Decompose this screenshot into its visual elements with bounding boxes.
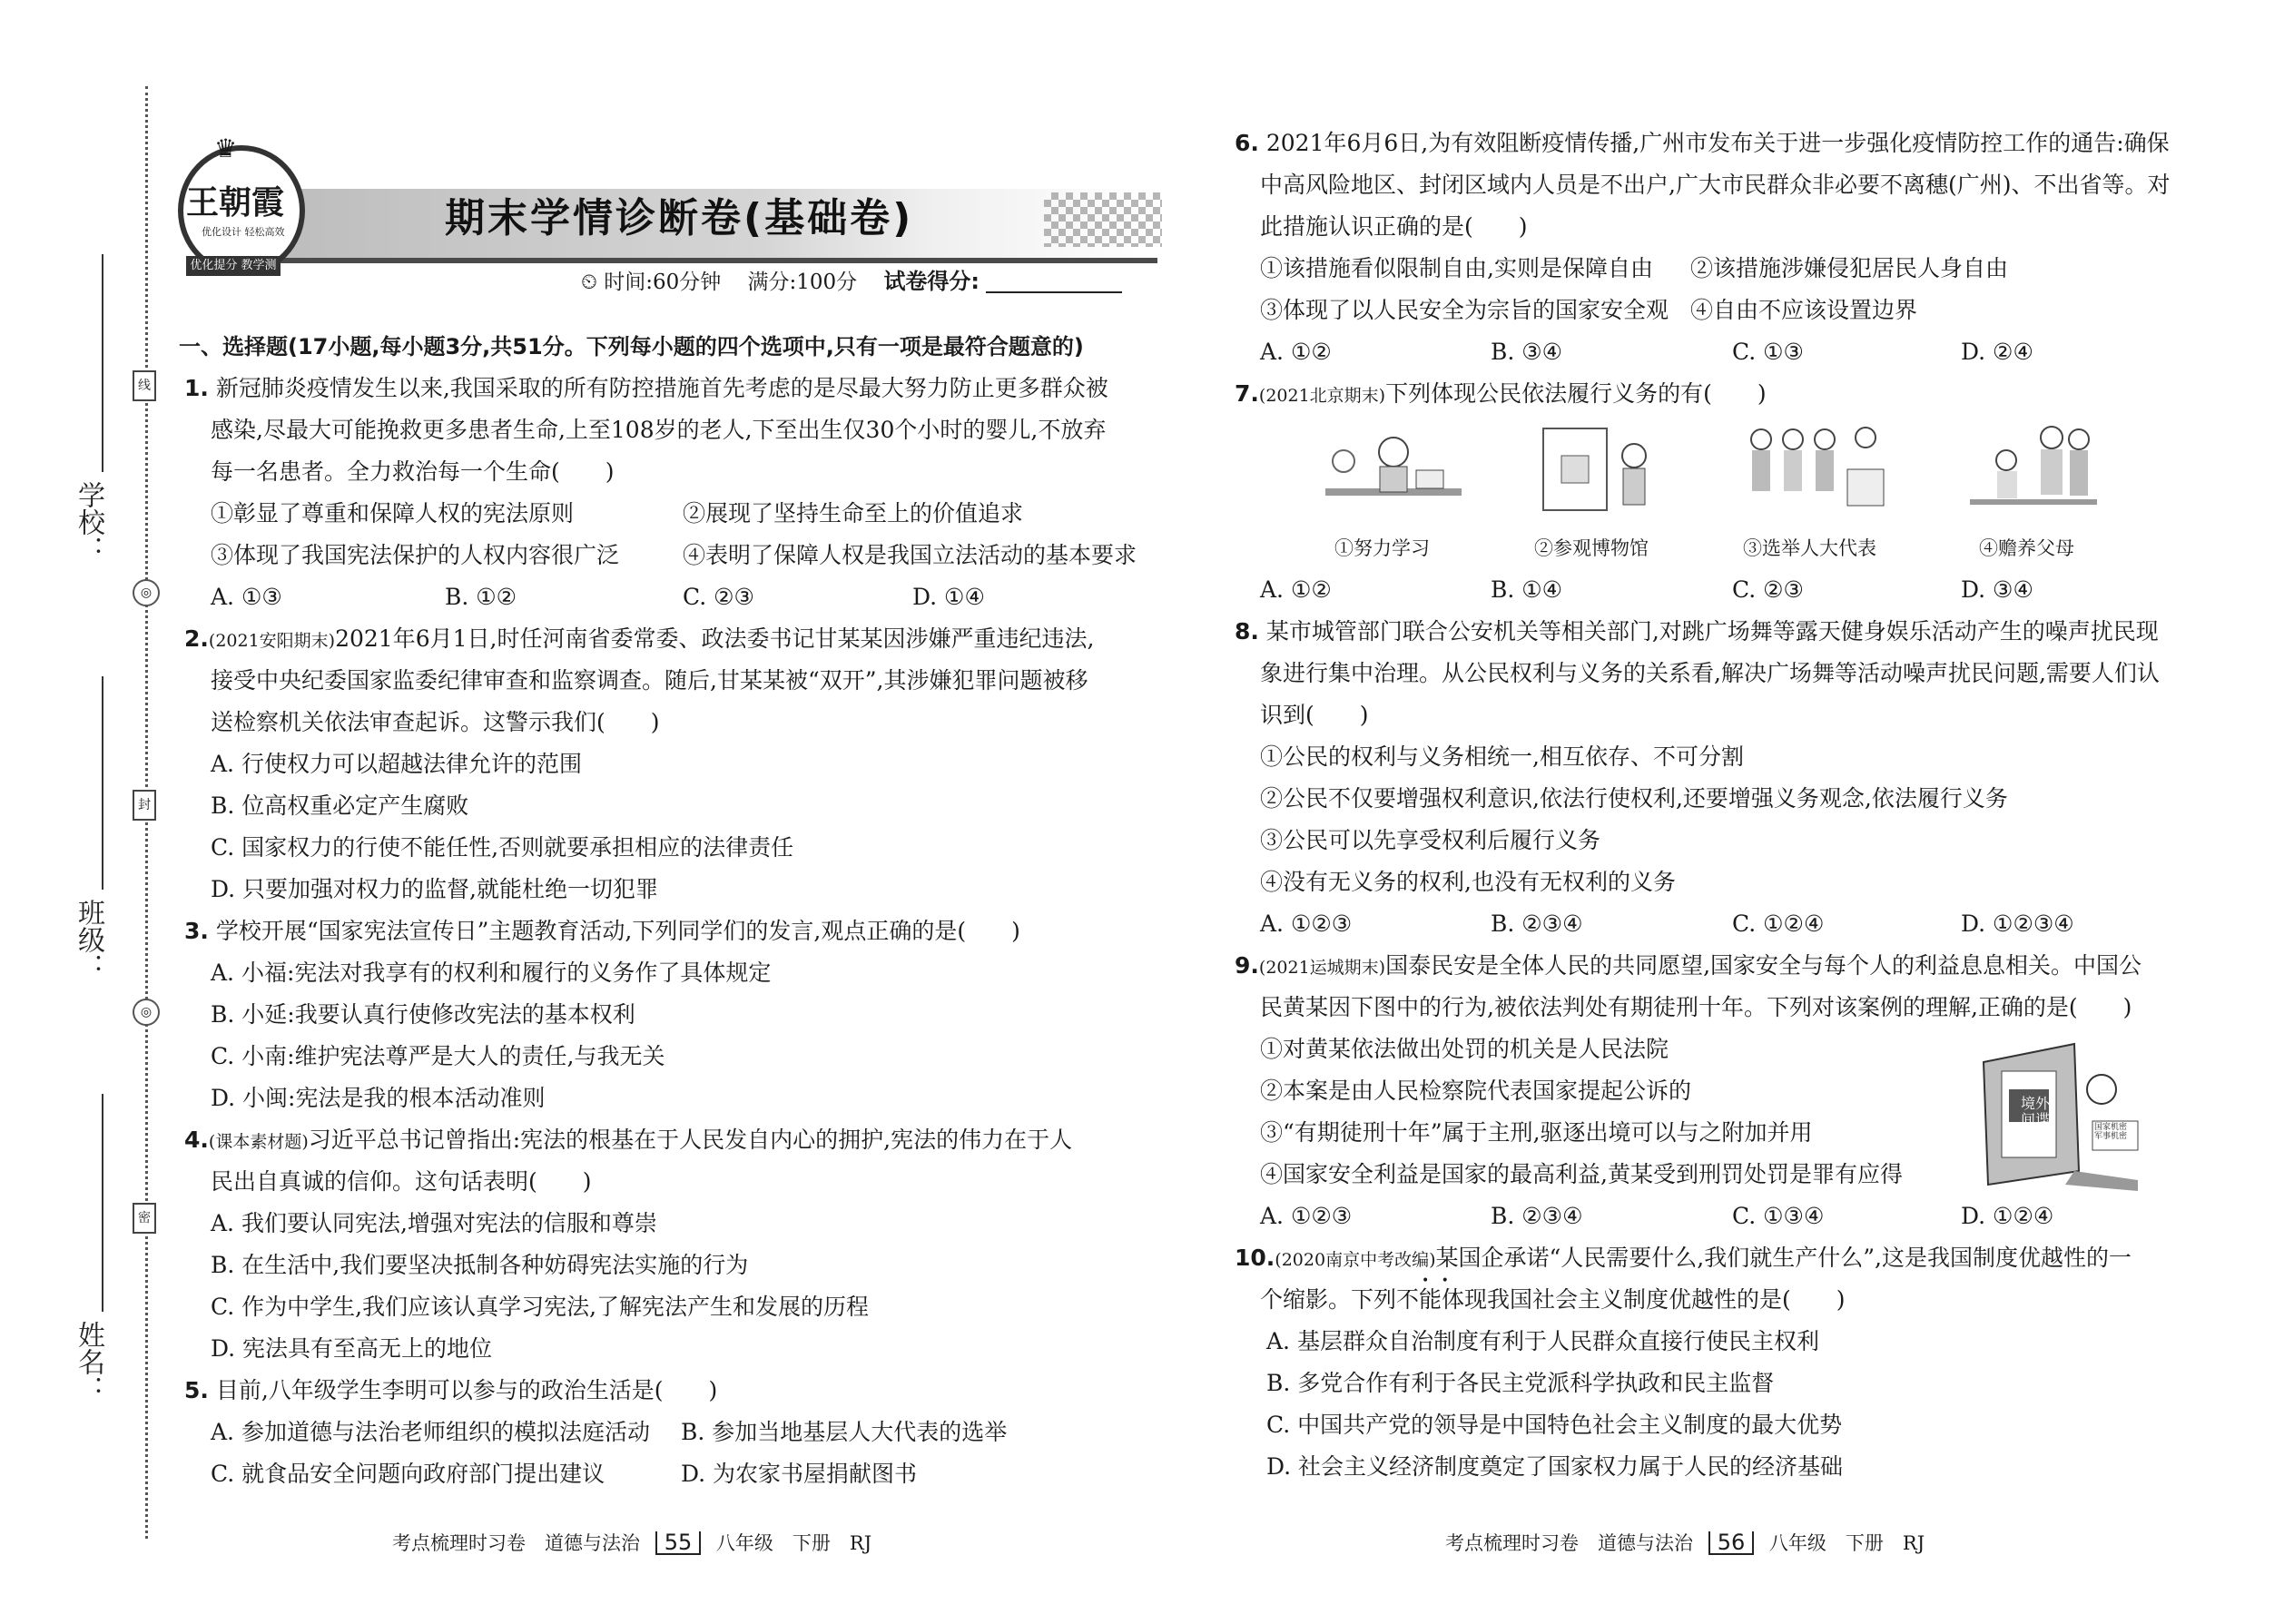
brand-ribbon: 优化提分 教学测评: [186, 256, 281, 276]
option-c[interactable]: C. ①③: [1732, 339, 1804, 365]
question-text: 个缩影。下列不能体现我国社会主义制度优越性的是( ): [1260, 1286, 1846, 1313]
class-blank: [102, 676, 103, 890]
statement: ②该措施涉嫌侵犯居民人身自由: [1690, 255, 2009, 281]
option-d[interactable]: D. 只要加强对权力的监督,就能杜绝一切犯罪: [211, 876, 658, 902]
option-b[interactable]: B. 参加当地基层人大代表的选举: [681, 1419, 1008, 1445]
cut-mark-bot: 密: [133, 1203, 156, 1234]
page-number: 55: [655, 1531, 702, 1555]
question-9-line: [1235, 954, 2141, 977]
statement: ③体现了我国宪法保护的人权内容很广泛: [211, 542, 620, 568]
option-a[interactable]: A. 行使权力可以超越法律允许的范围: [211, 751, 582, 777]
page-title: 期末学情诊断卷(基础卷): [445, 195, 914, 241]
question-number: 10.: [1235, 1245, 1275, 1271]
spy-label: 境外 间谍: [2021, 1095, 2051, 1128]
question-number: 2.: [184, 625, 209, 652]
question-source: (2020南京中考改编): [1275, 1250, 1436, 1270]
question-source: (2021安阳期末): [208, 631, 336, 651]
exam-time: 时间:60分钟: [604, 271, 722, 294]
question-number: 4.: [184, 1127, 209, 1153]
option-a[interactable]: A. 参加道德与法治老师组织的模拟法庭活动: [211, 1419, 650, 1445]
question-text: 国泰民安是全体人民的共同愿望,国家安全与每个人的利益息息相关。中国公: [1385, 952, 2142, 979]
secret-label: 国家机密 军事机密: [2094, 1123, 2128, 1141]
option-b[interactable]: B. ②③④: [1491, 910, 1583, 937]
option-d[interactable]: D. ①②④: [1961, 1203, 2054, 1229]
option-d[interactable]: D. 社会主义经济制度奠定了国家权力属于人民的经济基础: [1266, 1453, 1844, 1480]
question-number: 5.: [184, 1377, 209, 1403]
statement: ①该措施看似限制自由,实则是保障自由: [1260, 255, 1653, 281]
name-label: 姓名：: [73, 1321, 104, 1403]
option-d[interactable]: D. 为农家书屋捐献图书: [681, 1461, 918, 1487]
seal-icon: ◎: [133, 579, 160, 606]
spy-cartoon: [1965, 1035, 2147, 1198]
question-text: 送检察机关依法审查起诉。这警示我们( ): [211, 709, 660, 735]
option-d[interactable]: D. ①④: [912, 584, 985, 610]
section-heading: 一、选择题(17小题,每小题3分,共51分。下列每小题的四个选项中,只有一项是最符合题意的): [179, 334, 1084, 359]
option-c[interactable]: C. ②③: [1732, 576, 1804, 603]
statement: ④表明了保障人权是我国立法活动的基本要求: [683, 542, 1137, 568]
option-c[interactable]: C. 就食品安全问题向政府部门提出建议: [211, 1461, 605, 1487]
option-b[interactable]: B. 在生活中,我们要坚决抵制各种妨碍宪法实施的行为: [211, 1252, 749, 1278]
footer-grade: 八年级 下册 RJ: [715, 1532, 872, 1554]
option-a[interactable]: A. 基层群众自治制度有利于人民群众直接行使民主权利: [1266, 1328, 1819, 1354]
question-number: 9.: [1235, 952, 1259, 979]
clock-icon: ⏲: [581, 271, 597, 294]
question-text: 象进行集中治理。从公民权利与义务的关系看,解决广场舞等活动噪声扰民问题,需要人们认: [1260, 660, 2160, 686]
study-illustration: [1316, 425, 1471, 525]
museum-illustration: [1525, 419, 1679, 525]
option-c[interactable]: C. 国家权力的行使不能任性,否则就要承担相应的法律责任: [211, 834, 794, 861]
option-a[interactable]: A. ①②: [1260, 576, 1332, 603]
question-7-line: [1235, 382, 1767, 405]
footer-left: [392, 1531, 871, 1555]
statement: ③“有期徒刑十年”属于主刑,驱逐出境可以与之附加并用: [1260, 1119, 1813, 1146]
class-label: 班级：: [73, 899, 104, 980]
brand-name: 王朝霞: [186, 183, 285, 221]
option-b[interactable]: B. 位高权重必定产生腐败: [211, 792, 469, 819]
question-text: 某市城管部门联合公安机关等相关部门,对跳广场舞等露天健身娱乐活动产生的噪声扰民现: [1265, 618, 2159, 645]
option-c[interactable]: C. 作为中学生,我们应该认真学习宪法,了解宪法产生和发展的历程: [211, 1294, 870, 1320]
question-text: 每一名患者。全力救治每一个生命( ): [211, 458, 615, 485]
question-text: 新冠肺炎疫情发生以来,我国采取的所有防控措施首先考虑的是尽最大努力防止更多群众被: [215, 375, 1108, 401]
question-text: 2021年6月6日,为有效阻断疫情传播,广州市发布关于进一步强化疫情防控工作的通告:确保: [1265, 130, 2170, 156]
question-text: 习近平总书记曾指出:宪法的根基在于人民发自内心的拥护,宪法的伟力在于人: [308, 1127, 1073, 1153]
option-a[interactable]: A. 小福:宪法对我享有的权利和履行的义务作了具体规定: [211, 960, 772, 986]
option-b[interactable]: B. ①④: [1491, 576, 1563, 603]
statement: ①彰显了尊重和保障人权的宪法原则: [211, 500, 575, 527]
question-number: 6.: [1235, 130, 1259, 156]
option-b[interactable]: B. ①②: [445, 584, 517, 610]
question-10-line: [1235, 1246, 2132, 1269]
picture-caption: ④赡养父母: [1979, 537, 2074, 559]
school-label: 学校：: [73, 481, 104, 563]
question-text: 下列体现公民依法履行义务的有( ): [1385, 380, 1767, 407]
footer-series: 考点梳理时习卷 道德与法治: [392, 1532, 640, 1554]
option-a[interactable]: A. ①②③: [1260, 910, 1353, 937]
brand-slogan: 优化设计 轻松高效: [202, 226, 285, 238]
statement: ①对黄某依法做出处罚的机关是人民法院: [1260, 1036, 1669, 1062]
option-a[interactable]: A. ①③: [211, 584, 282, 610]
election-illustration: [1734, 419, 1897, 525]
question-text: 2021年6月1日,时任河南省委常委、政法委书记甘某某因涉嫌严重违纪违法,: [335, 625, 1095, 652]
emphasis-dots: • •: [1422, 1274, 1449, 1288]
crown-icon: ♛: [214, 133, 238, 163]
question-number: 1.: [184, 375, 209, 401]
question-text: 接受中央纪委国家监委纪律审查和监察调查。随后,甘某某被“双开”,其涉嫌犯罪问题被移: [211, 667, 1088, 694]
question-3-line: [184, 920, 1020, 942]
option-d[interactable]: D. ③④: [1961, 576, 2033, 603]
option-c[interactable]: C. ①②④: [1732, 910, 1825, 937]
question-number: 8.: [1235, 618, 1259, 645]
question-text: 识到( ): [1260, 702, 1369, 728]
option-b[interactable]: B. ③④: [1491, 339, 1563, 365]
picture-caption: ③选举人大代表: [1743, 537, 1876, 559]
exam-info: [581, 271, 1122, 293]
question-text: 目前,八年级学生李明可以参与的政治生活是( ): [215, 1377, 718, 1403]
option-c[interactable]: C. 小南:维护宪法尊严是大人的责任,与我无关: [211, 1043, 665, 1069]
option-b[interactable]: B. ②③④: [1491, 1203, 1583, 1229]
question-text: 某国企承诺“人民需要什么,我们就生产什么”,这是我国制度优越性的一: [1435, 1245, 2132, 1271]
question-8-line: [1235, 620, 2159, 643]
name-blank: [102, 1094, 103, 1312]
picture-caption: ①努力学习: [1334, 537, 1430, 559]
question-4-line: [184, 1128, 1072, 1151]
statement: ④国家安全利益是国家的最高利益,黄某受到刑罚处罚是罪有应得: [1260, 1161, 1903, 1187]
cut-mark-mid: 封: [133, 790, 156, 821]
question-6-line: [1235, 132, 2170, 154]
question-text: 中高风险地区、封闭区域内人员是不出户,广大市民群众非必要不离穗(广州)、不出省等。对: [1260, 172, 2171, 198]
statement: ④自由不应该设置边界: [1690, 297, 1918, 323]
option-c[interactable]: C. 中国共产党的领导是中国特色社会主义制度的最大优势: [1266, 1412, 1843, 1438]
question-1-line: [184, 377, 1108, 399]
question-text: 民出自真诚的信仰。这句话表明( ): [211, 1168, 592, 1195]
statement: ①公民的权利与义务相统一,相互依存、不可分割: [1260, 743, 1744, 770]
question-source: (2021运城期末): [1258, 958, 1386, 978]
option-d[interactable]: D. 宪法具有至高无上的地位: [211, 1335, 493, 1362]
statement: ②展现了坚持生命至上的价值追求: [683, 500, 1024, 527]
checker-decoration: [1044, 192, 1162, 247]
option-a[interactable]: A. ①②③: [1260, 1203, 1353, 1229]
question-source: (2021北京期末): [1258, 386, 1386, 406]
exam-full-marks: 满分:100分: [747, 271, 858, 294]
question-text: 感染,尽最大可能挽救更多患者生命,上至108岁的老人,下至出生仅30个小时的婴儿,不放弃: [211, 417, 1107, 443]
footer-grade: 八年级 下册 RJ: [1768, 1532, 1925, 1554]
page-number: 56: [1708, 1531, 1755, 1555]
statement: ③公民可以先享受权利后履行义务: [1260, 827, 1601, 853]
statement: ③体现了以人民安全为宗旨的国家安全观: [1260, 297, 1669, 323]
elder-care-illustration: [1952, 419, 2106, 525]
question-text: 此措施认识正确的是( ): [1260, 213, 1528, 240]
option-c[interactable]: C. ②③: [683, 584, 754, 610]
score-blank[interactable]: [986, 273, 1122, 293]
option-a[interactable]: A. ①②: [1260, 339, 1332, 365]
statement: ②本案是由人民检察院代表国家提起公诉的: [1260, 1078, 1692, 1104]
option-b[interactable]: B. 多党合作有利于各民主党派科学执政和民主监督: [1266, 1370, 1775, 1396]
question-2-line: [184, 627, 1094, 650]
footer-right: [1445, 1531, 1925, 1555]
option-c[interactable]: C. ①③④: [1732, 1203, 1825, 1229]
footer-series: 考点梳理时习卷 道德与法治: [1445, 1532, 1693, 1554]
question-number: 3.: [184, 918, 209, 944]
seal-icon: ◎: [133, 999, 160, 1026]
option-d[interactable]: D. ②④: [1961, 339, 2033, 365]
option-a[interactable]: A. 我们要认同宪法,增强对宪法的信服和尊崇: [211, 1210, 657, 1236]
statement: ④没有无义务的权利,也没有无权利的义务: [1260, 869, 1676, 895]
question-number: 7.: [1235, 380, 1259, 407]
question-source: (课本素材题): [208, 1132, 309, 1152]
picture-caption: ②参观博物馆: [1534, 537, 1649, 559]
question-5-line: [184, 1379, 717, 1402]
option-b[interactable]: B. 小延:我要认真行使修改宪法的基本权利: [211, 1001, 635, 1028]
score-label: 试卷得分:: [883, 269, 980, 294]
cut-mark-top: 线: [133, 370, 156, 401]
option-d[interactable]: D. 小闽:宪法是我的根本活动准则: [211, 1085, 546, 1111]
question-text: 民黄某因下图中的行为,被依法判处有期徒刑十年。下列对该案例的理解,正确的是( ): [1260, 994, 2132, 1020]
statement: ②公民不仅要增强权利意识,依法行使权利,还要增强义务观念,依法履行义务: [1260, 785, 2008, 812]
school-blank: [102, 254, 103, 472]
question-text: 学校开展“国家宪法宣传日”主题教育活动,下列同学们的发言,观点正确的是( ): [215, 918, 1020, 944]
option-d[interactable]: D. ①②③④: [1961, 910, 2074, 937]
